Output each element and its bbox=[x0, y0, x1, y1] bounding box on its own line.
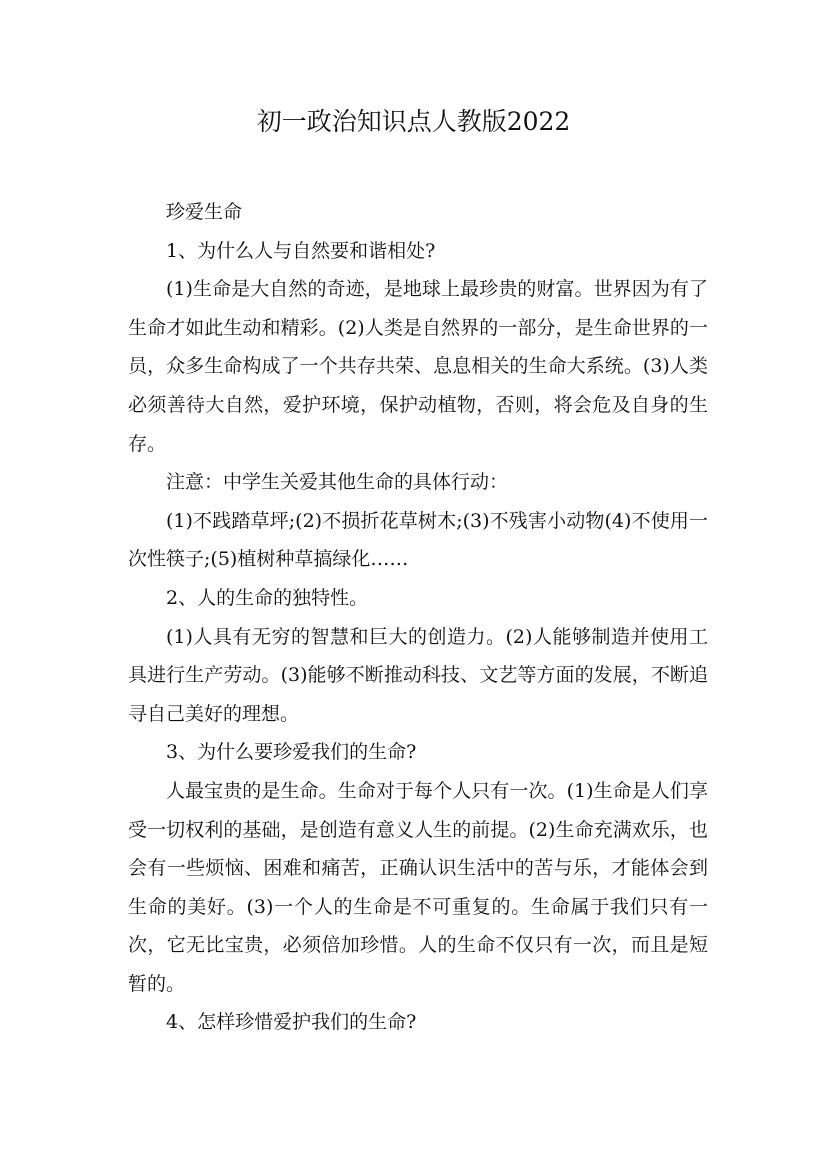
note-heading: 注意：中学生关爱其他生命的具体行动： bbox=[166, 471, 509, 494]
question-heading: 2、人的生命的独特性。 bbox=[166, 586, 369, 609]
body-paragraph: (1)不践踏草坪;(2)不损折花草树木;(3)不残害小动物(4)不使用一次性筷子;(5)植树种草搞绿化…… bbox=[128, 509, 708, 571]
body-paragraph: (1)人具有无穷的智慧和巨大的创造力。(2)人能够制造并使用工具进行生产劳动。(3)能够不断推动科技、文艺等方面的发展，不断追寻自己美好的理想。 bbox=[128, 625, 708, 725]
document-body bbox=[128, 193, 708, 1042]
section-heading: 珍爱生命 bbox=[166, 201, 243, 223]
document-title: 初一政治知识点人教版2022 bbox=[256, 107, 571, 136]
question-heading: 4、怎样珍惜爱护我们的生命? bbox=[166, 1011, 417, 1034]
question-heading: 1、为什么人与自然要和谐相处? bbox=[166, 239, 436, 262]
question-heading: 3、为什么要珍爱我们的生命? bbox=[166, 741, 417, 764]
body-paragraph: (1)生命是大自然的奇迹，是地球上最珍贵的财富。世界因为有了生命才如此生动和精彩。(2)人类是自然界的一部分，是生命世界的一员，众多生命构成了一个共存共荣、息息相关的生命大系统。(3)人类必须善待大自然，爱护环境，保护动植物，否则，将会危及自身的生存。 bbox=[128, 278, 708, 455]
body-paragraph: 人最宝贵的是生命。生命对于每个人只有一次。(1)生命是人们享受一切权利的基础，是创造有意义人生的前提。(2)生命充满欢乐，也会有一些烦恼、困难和痛苦，正确认识生活中的苦与乐，才能体会到生命的美好。(3)一个人的生命是不可重复的。生命属于我们只有一次，它无比宝贵，必须倍加珍惜。人的生命不仅只有一次，而且是短暂的。 bbox=[128, 779, 708, 995]
